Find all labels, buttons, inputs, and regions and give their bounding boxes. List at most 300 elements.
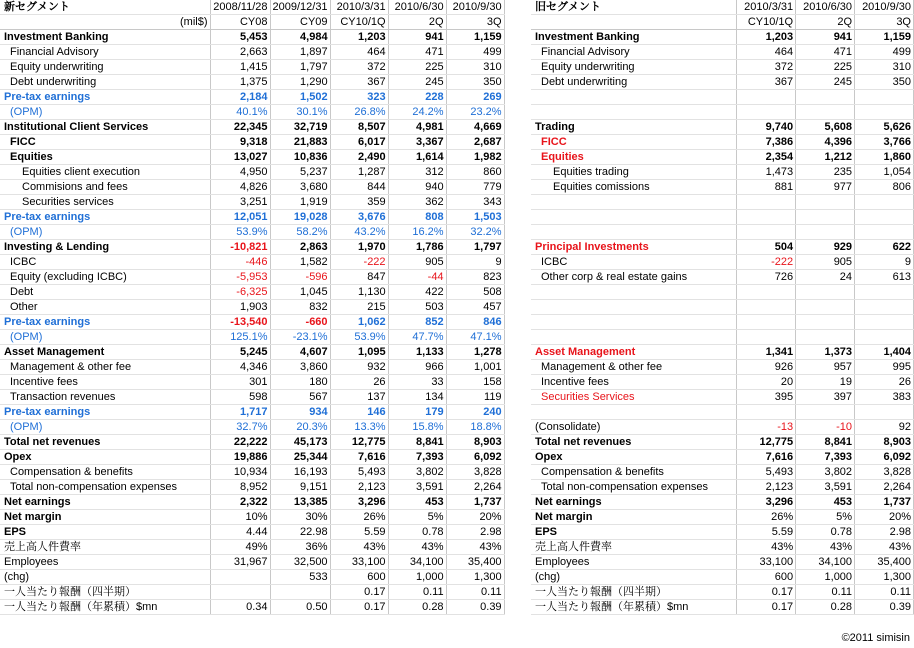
row-label: Net margin — [0, 510, 210, 525]
table-row — [531, 420, 914, 435]
value-cell: 1,000 — [388, 570, 446, 585]
table-row — [531, 255, 914, 270]
header-row — [531, 15, 914, 30]
value-cell: 7,616 — [737, 450, 796, 465]
value-cell: 567 — [270, 390, 330, 405]
value-cell: 350 — [446, 75, 504, 90]
header-row — [0, 15, 504, 30]
value-cell: 24.2% — [388, 105, 446, 120]
value-cell: 4,346 — [210, 360, 270, 375]
value-cell — [855, 330, 914, 345]
table-row — [531, 135, 914, 150]
value-cell: 2,184 — [210, 90, 270, 105]
table-row — [531, 285, 914, 300]
value-cell — [796, 285, 855, 300]
table-row — [531, 165, 914, 180]
value-cell: 1,133 — [388, 345, 446, 360]
value-cell: 245 — [796, 75, 855, 90]
table-row — [0, 270, 504, 285]
row-label: Other corp & real estate gains — [531, 270, 737, 285]
value-cell: 7,393 — [796, 450, 855, 465]
value-cell: 25,344 — [270, 450, 330, 465]
value-cell: 32.2% — [446, 225, 504, 240]
value-cell: 8,903 — [855, 435, 914, 450]
value-cell: 58.2% — [270, 225, 330, 240]
table-row — [531, 240, 914, 255]
value-cell: 1,582 — [270, 255, 330, 270]
table-row — [0, 525, 504, 540]
value-cell: 19,886 — [210, 450, 270, 465]
value-cell — [796, 315, 855, 330]
value-cell: 1,159 — [855, 30, 914, 45]
value-cell: 905 — [388, 255, 446, 270]
table-row — [531, 510, 914, 525]
value-cell: 1,473 — [737, 165, 796, 180]
value-cell: 134 — [388, 390, 446, 405]
row-label: 一人当たり報酬（四半期） — [0, 585, 210, 600]
value-cell: 0.17 — [737, 585, 796, 600]
row-label — [531, 225, 737, 240]
value-cell: 26.8% — [330, 105, 388, 120]
value-cell: 359 — [330, 195, 388, 210]
value-cell: 1,001 — [446, 360, 504, 375]
row-label: Pre-tax earnings — [0, 90, 210, 105]
value-cell: 2,490 — [330, 150, 388, 165]
value-cell: 20.3% — [270, 420, 330, 435]
period-header: 3Q — [855, 15, 914, 30]
table-row — [0, 105, 504, 120]
value-cell: 941 — [388, 30, 446, 45]
row-label: Opex — [531, 450, 737, 465]
value-cell: 1,203 — [330, 30, 388, 45]
table-row — [0, 480, 504, 495]
value-cell: 2,687 — [446, 135, 504, 150]
value-cell — [737, 405, 796, 420]
value-cell: 397 — [796, 390, 855, 405]
table-row — [531, 315, 914, 330]
row-label: 売上高人件費率 — [531, 540, 737, 555]
value-cell — [210, 570, 270, 585]
value-cell: 32,500 — [270, 555, 330, 570]
table-row — [531, 195, 914, 210]
value-cell: 20% — [855, 510, 914, 525]
row-label: Securities Services — [531, 390, 737, 405]
value-cell: 16.2% — [388, 225, 446, 240]
table-row — [0, 570, 504, 585]
value-cell: 31,967 — [210, 555, 270, 570]
value-cell: 23.2% — [446, 105, 504, 120]
row-label: Pre-tax earnings — [0, 405, 210, 420]
value-cell: 32,719 — [270, 120, 330, 135]
value-cell: 3,676 — [330, 210, 388, 225]
value-cell: -5,953 — [210, 270, 270, 285]
value-cell: 10,836 — [270, 150, 330, 165]
value-cell: -446 — [210, 255, 270, 270]
value-cell: 464 — [737, 45, 796, 60]
row-label: (OPM) — [0, 225, 210, 240]
value-cell: 600 — [330, 570, 388, 585]
table-row — [531, 360, 914, 375]
row-label: Financial Advisory — [0, 45, 210, 60]
value-cell: 47.1% — [446, 330, 504, 345]
value-cell: 2,322 — [210, 495, 270, 510]
value-cell: 2,123 — [330, 480, 388, 495]
value-cell: 5,245 — [210, 345, 270, 360]
value-cell: 847 — [330, 270, 388, 285]
value-cell: 312 — [388, 165, 446, 180]
value-cell: 471 — [388, 45, 446, 60]
row-label: Transaction revenues — [0, 390, 210, 405]
period-header: CY10/1Q — [737, 15, 796, 30]
value-cell: 301 — [210, 375, 270, 390]
value-cell — [210, 585, 270, 600]
value-cell: 1,212 — [796, 150, 855, 165]
value-cell: 18.8% — [446, 420, 504, 435]
date-header: 2008/11/28 — [210, 0, 270, 15]
value-cell — [796, 300, 855, 315]
value-cell: 146 — [330, 405, 388, 420]
row-label: ICBC — [0, 255, 210, 270]
value-cell — [737, 300, 796, 315]
value-cell: 1,287 — [330, 165, 388, 180]
table-row — [531, 210, 914, 225]
table-row — [0, 315, 504, 330]
value-cell: -222 — [737, 255, 796, 270]
value-cell: 0.78 — [388, 525, 446, 540]
value-cell: 504 — [737, 240, 796, 255]
row-label: Institutional Client Services — [0, 120, 210, 135]
value-cell: 9,740 — [737, 120, 796, 135]
table-row — [531, 345, 914, 360]
row-label — [531, 405, 737, 420]
table-row — [0, 75, 504, 90]
value-cell: 0.34 — [210, 600, 270, 615]
value-cell: 508 — [446, 285, 504, 300]
table-row — [0, 420, 504, 435]
value-cell: 22,345 — [210, 120, 270, 135]
value-cell: 9,151 — [270, 480, 330, 495]
table-title: 新セグメント — [0, 0, 210, 15]
value-cell: 499 — [855, 45, 914, 60]
value-cell: 34,100 — [796, 555, 855, 570]
header-row — [0, 0, 504, 15]
value-cell: 228 — [388, 90, 446, 105]
value-cell: 1,203 — [737, 30, 796, 45]
value-cell: 1,062 — [330, 315, 388, 330]
table-row — [0, 60, 504, 75]
row-label: Employees — [531, 555, 737, 570]
value-cell: 457 — [446, 300, 504, 315]
value-cell: 12,051 — [210, 210, 270, 225]
table-row — [0, 285, 504, 300]
value-cell: 471 — [796, 45, 855, 60]
value-cell: 1,290 — [270, 75, 330, 90]
table-row — [0, 510, 504, 525]
value-cell: 33 — [388, 375, 446, 390]
value-cell: 13,385 — [270, 495, 330, 510]
table-row — [0, 180, 504, 195]
value-cell: 395 — [737, 390, 796, 405]
row-label: 一人当たり報酬（年累積）$mn — [0, 600, 210, 615]
value-cell: 0.39 — [855, 600, 914, 615]
table-row — [531, 105, 914, 120]
value-cell: 43% — [796, 540, 855, 555]
value-cell: 47.7% — [388, 330, 446, 345]
value-cell: 3,828 — [855, 465, 914, 480]
header-row — [531, 0, 914, 15]
value-cell: 1,159 — [446, 30, 504, 45]
value-cell: -13,540 — [210, 315, 270, 330]
value-cell: 5,608 — [796, 120, 855, 135]
value-cell: 1,054 — [855, 165, 914, 180]
row-label: FICC — [0, 135, 210, 150]
value-cell: -222 — [330, 255, 388, 270]
value-cell: -6,325 — [210, 285, 270, 300]
row-label: Asset Management — [0, 345, 210, 360]
value-cell: 24 — [796, 270, 855, 285]
table-row — [0, 240, 504, 255]
row-label: Investing & Lending — [0, 240, 210, 255]
value-cell: 16,193 — [270, 465, 330, 480]
value-cell: 9 — [446, 255, 504, 270]
table-row — [531, 120, 914, 135]
value-cell: 158 — [446, 375, 504, 390]
value-cell: 881 — [737, 180, 796, 195]
row-label: Net earnings — [531, 495, 737, 510]
value-cell: 1,797 — [446, 240, 504, 255]
value-cell — [855, 405, 914, 420]
period-header: CY10/1Q — [330, 15, 388, 30]
value-cell: 5.59 — [330, 525, 388, 540]
value-cell: 269 — [446, 90, 504, 105]
value-cell: 613 — [855, 270, 914, 285]
row-label: Total non-compensation expenses — [0, 480, 210, 495]
row-label: EPS — [531, 525, 737, 540]
value-cell: 846 — [446, 315, 504, 330]
value-cell: 22,222 — [210, 435, 270, 450]
row-label: Employees — [0, 555, 210, 570]
value-cell: 92 — [855, 420, 914, 435]
row-label — [531, 300, 737, 315]
old-segment-table — [531, 0, 914, 615]
value-cell: 43% — [855, 540, 914, 555]
value-cell: 6,017 — [330, 135, 388, 150]
value-cell: 310 — [446, 60, 504, 75]
value-cell: 40.1% — [210, 105, 270, 120]
value-cell: 179 — [388, 405, 446, 420]
value-cell: 0.39 — [446, 600, 504, 615]
value-cell: 33,100 — [330, 555, 388, 570]
value-cell: 310 — [855, 60, 914, 75]
table-row — [531, 300, 914, 315]
table-row — [531, 570, 914, 585]
value-cell: 3,860 — [270, 360, 330, 375]
table-row — [531, 480, 914, 495]
row-label: Total net revenues — [531, 435, 737, 450]
row-label: (OPM) — [0, 420, 210, 435]
table-row — [531, 555, 914, 570]
value-cell: 19 — [796, 375, 855, 390]
row-label: Compensation & benefits — [531, 465, 737, 480]
row-label: Equity underwriting — [0, 60, 210, 75]
value-cell: 235 — [796, 165, 855, 180]
value-cell: 832 — [270, 300, 330, 315]
value-cell: 598 — [210, 390, 270, 405]
value-cell: 5,453 — [210, 30, 270, 45]
value-cell: 5,493 — [737, 465, 796, 480]
value-cell: 3,766 — [855, 135, 914, 150]
value-cell: 1,502 — [270, 90, 330, 105]
value-cell: 33,100 — [737, 555, 796, 570]
value-cell: 499 — [446, 45, 504, 60]
value-cell: 503 — [388, 300, 446, 315]
row-label: Other — [0, 300, 210, 315]
value-cell: 350 — [855, 75, 914, 90]
value-cell: 119 — [446, 390, 504, 405]
date-header: 2009/12/31 — [270, 0, 330, 15]
value-cell: 808 — [388, 210, 446, 225]
row-label: Pre-tax earnings — [0, 210, 210, 225]
row-label: Equities — [0, 150, 210, 165]
table-row — [0, 600, 504, 615]
value-cell: 1,415 — [210, 60, 270, 75]
table-row — [531, 45, 914, 60]
row-label — [531, 105, 737, 120]
table-row — [531, 90, 914, 105]
value-cell: 0.17 — [737, 600, 796, 615]
row-label: Debt underwriting — [531, 75, 737, 90]
value-cell: 1,300 — [446, 570, 504, 585]
table-row — [531, 75, 914, 90]
value-cell: 383 — [855, 390, 914, 405]
value-cell — [855, 285, 914, 300]
value-cell: 22.98 — [270, 525, 330, 540]
date-header: 2010/9/30 — [855, 0, 914, 15]
value-cell: 0.17 — [330, 600, 388, 615]
table-row — [531, 330, 914, 345]
value-cell: 13.3% — [330, 420, 388, 435]
value-cell: 0.28 — [796, 600, 855, 615]
value-cell: 3,296 — [330, 495, 388, 510]
value-cell: 4,826 — [210, 180, 270, 195]
value-cell: 2.98 — [446, 525, 504, 540]
value-cell: 779 — [446, 180, 504, 195]
value-cell: 6,092 — [855, 450, 914, 465]
value-cell — [855, 315, 914, 330]
value-cell: 9 — [855, 255, 914, 270]
value-cell: 7,386 — [737, 135, 796, 150]
table-row — [0, 360, 504, 375]
period-header: CY08 — [210, 15, 270, 30]
table-row — [531, 540, 914, 555]
value-cell: 1,982 — [446, 150, 504, 165]
row-label: Total net revenues — [0, 435, 210, 450]
row-label: (chg) — [531, 570, 737, 585]
table-row — [0, 255, 504, 270]
value-cell: 49% — [210, 540, 270, 555]
value-cell: 30% — [270, 510, 330, 525]
value-cell: 2,863 — [270, 240, 330, 255]
value-cell: 125.1% — [210, 330, 270, 345]
table-row — [0, 195, 504, 210]
value-cell: 1,897 — [270, 45, 330, 60]
table-row — [0, 375, 504, 390]
value-cell: 852 — [388, 315, 446, 330]
row-label: Incentive fees — [531, 375, 737, 390]
value-cell: -596 — [270, 270, 330, 285]
row-label: Commisions and fees — [0, 180, 210, 195]
row-label: Opex — [0, 450, 210, 465]
value-cell: 1,614 — [388, 150, 446, 165]
row-label: Compensation & benefits — [0, 465, 210, 480]
value-cell — [737, 285, 796, 300]
value-cell: 0.17 — [330, 585, 388, 600]
table-row — [0, 465, 504, 480]
row-label: Investment Banking — [0, 30, 210, 45]
value-cell: 43.2% — [330, 225, 388, 240]
row-label: (chg) — [0, 570, 210, 585]
value-cell: 34,100 — [388, 555, 446, 570]
value-cell: 26 — [855, 375, 914, 390]
value-cell: 0.11 — [855, 585, 914, 600]
table-row — [0, 210, 504, 225]
value-cell: 15.8% — [388, 420, 446, 435]
value-cell — [855, 225, 914, 240]
value-cell: 6,092 — [446, 450, 504, 465]
value-cell: 3,591 — [388, 480, 446, 495]
value-cell: 1,130 — [330, 285, 388, 300]
row-label: Debt — [0, 285, 210, 300]
value-cell: 823 — [446, 270, 504, 285]
value-cell: 0.11 — [796, 585, 855, 600]
row-label: Net margin — [531, 510, 737, 525]
value-cell: 3,591 — [796, 480, 855, 495]
table-row — [531, 495, 914, 510]
value-cell: 0.28 — [388, 600, 446, 615]
value-cell: 21,883 — [270, 135, 330, 150]
row-label: Equity (excluding ICBC) — [0, 270, 210, 285]
table-row — [0, 150, 504, 165]
value-cell: 1,970 — [330, 240, 388, 255]
row-label: Investment Banking — [531, 30, 737, 45]
table-row — [531, 525, 914, 540]
value-cell: 4,981 — [388, 120, 446, 135]
value-cell: 0.78 — [796, 525, 855, 540]
value-cell — [737, 90, 796, 105]
table-row — [0, 435, 504, 450]
row-label — [531, 210, 737, 225]
table-row — [531, 30, 914, 45]
value-cell: 7,393 — [388, 450, 446, 465]
table-row — [531, 450, 914, 465]
value-cell: 929 — [796, 240, 855, 255]
value-cell: 2,354 — [737, 150, 796, 165]
value-cell: 0.50 — [270, 600, 330, 615]
value-cell: 10,934 — [210, 465, 270, 480]
row-label: Total non-compensation expenses — [531, 480, 737, 495]
table-row — [531, 180, 914, 195]
value-cell: 5,493 — [330, 465, 388, 480]
value-cell: 0.11 — [446, 585, 504, 600]
row-label: Equities trading — [531, 165, 737, 180]
value-cell: 1,278 — [446, 345, 504, 360]
value-cell: 4,607 — [270, 345, 330, 360]
row-label: FICC — [531, 135, 737, 150]
value-cell: 225 — [796, 60, 855, 75]
table-row — [531, 225, 914, 240]
value-cell: 4,984 — [270, 30, 330, 45]
period-header: 2Q — [388, 15, 446, 30]
